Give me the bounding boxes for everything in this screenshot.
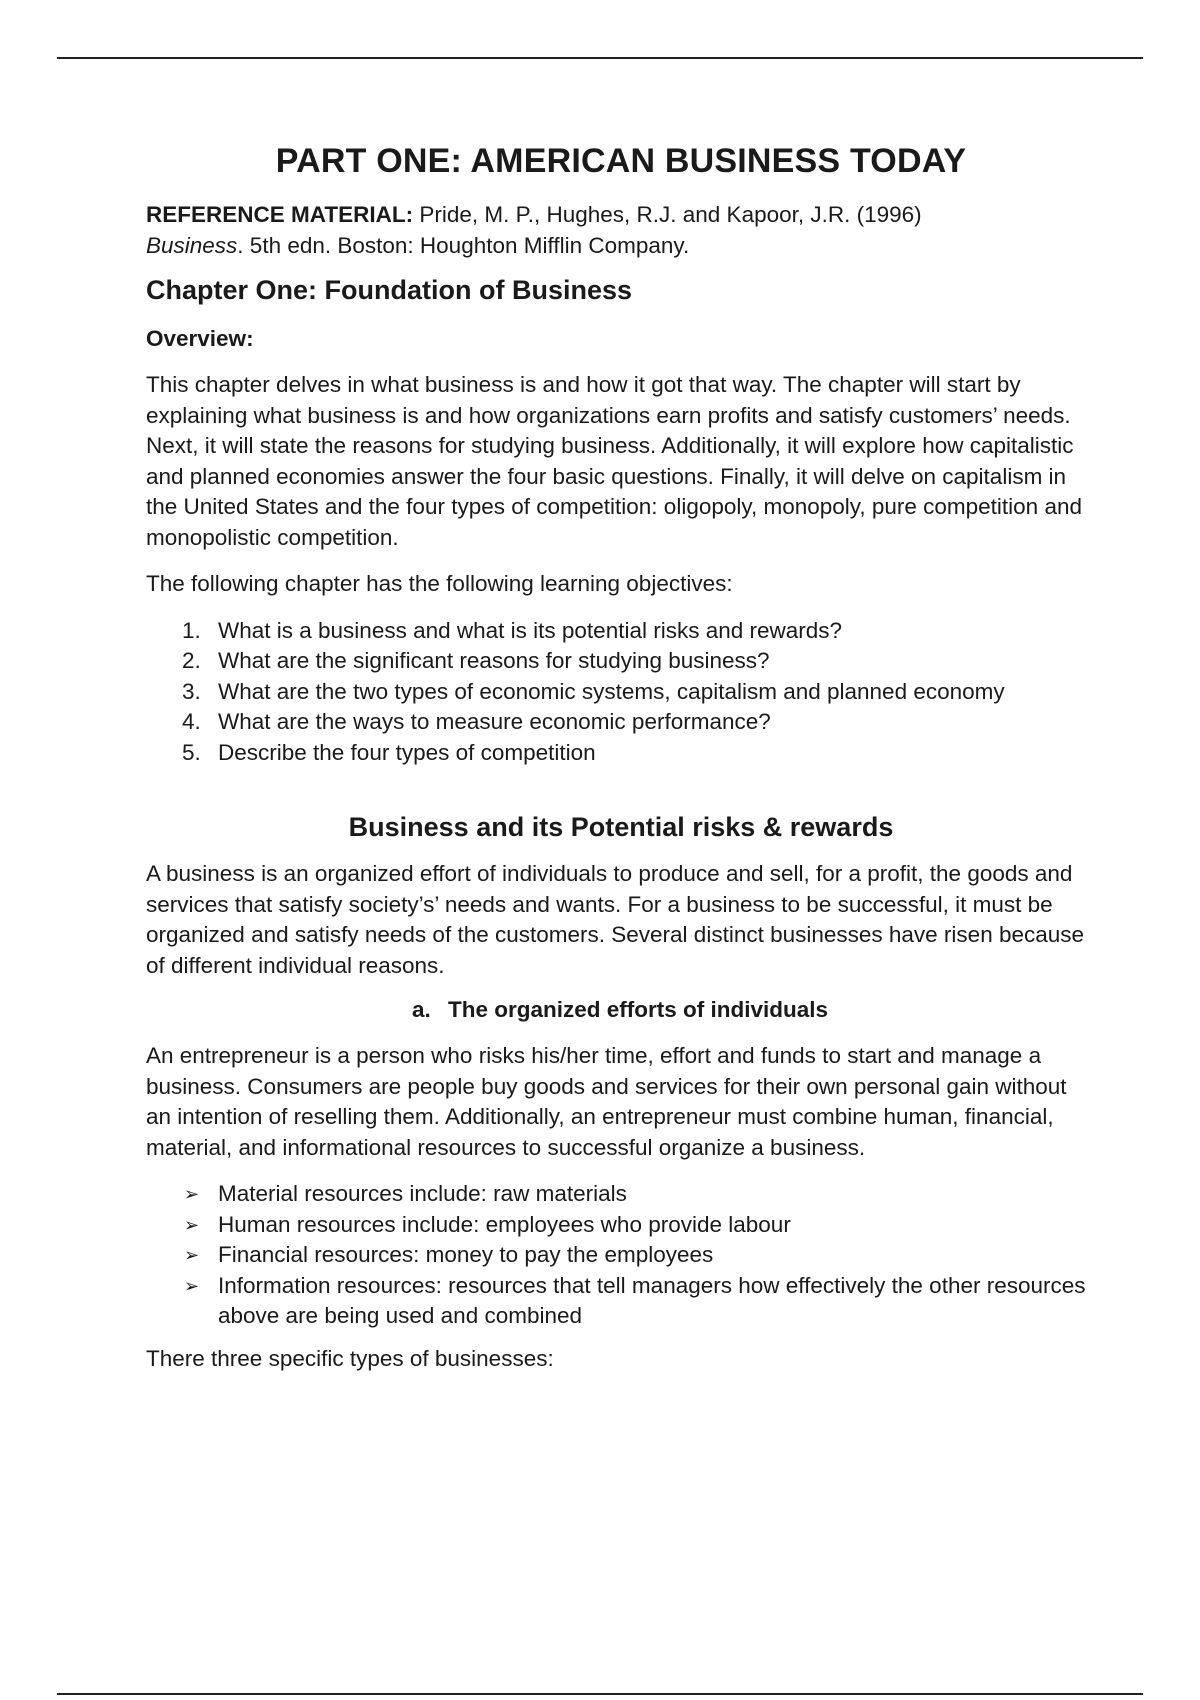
list-item — [146, 616, 1096, 647]
list-item — [146, 738, 1096, 769]
list-item — [146, 646, 1096, 677]
list-item — [146, 677, 1096, 708]
arrow-bullet-icon: ➢ — [184, 1214, 200, 1235]
list-item — [146, 1240, 1096, 1271]
list-item — [146, 1271, 1096, 1332]
list-number: 3. — [182, 678, 201, 704]
list-item-text: What are the ways to measure economic performance? — [218, 709, 771, 734]
bottom-horizontal-rule — [57, 1693, 1143, 1695]
list-item — [146, 1179, 1096, 1210]
overview-heading: Overview: — [146, 326, 254, 351]
list-item-text: Information resources: resources that tell managers how effectively the other resources above are being used and combined — [218, 1272, 1086, 1328]
list-item-text: Financial resources: money to pay the employees — [218, 1242, 714, 1267]
resources-list — [146, 1179, 1096, 1332]
reference-book-title: Business — [146, 232, 238, 258]
arrow-bullet-icon: ➢ — [184, 1184, 200, 1204]
reference-material — [146, 200, 1096, 261]
overview-paragraph: This chapter delves in what business is and how it got that way. The chapter will start by explaining what business is and how organizations earn profits and satisfy customers’ needs. Next, it will state the reasons for studying business. Additionally, it will explore how capitalistic and planned economies answer the four basic questions. Finally, it will delve on capitalism in the United States and the four types of competition: oligopoly, monopoly, pure competition and monopolistic competition. — [146, 372, 1082, 550]
subsection-heading-text: The organized efforts of individuals — [448, 997, 829, 1022]
list-number: 5. — [182, 739, 201, 765]
list-number: 4. — [182, 709, 201, 734]
arrow-bullet-icon: ➢ — [184, 1275, 200, 1296]
list-item-text: Material resources include: raw materials — [218, 1181, 627, 1206]
list-number: 1. — [182, 617, 201, 643]
chapter-title: Chapter One: Foundation of Business — [146, 275, 633, 305]
list-item-text: Human resources include: employees who provide labour — [218, 1211, 791, 1237]
list-item — [146, 707, 1096, 738]
objectives-intro: The following chapter has the following learning objectives: — [146, 571, 733, 596]
subsection-heading — [146, 997, 1096, 1023]
section-paragraph: A business is an organized effort of individuals to produce and sell, for a profit, the goods and services that satisfy society’s’ needs and wants. For a business to be successful, it must be organized and satisfy needs of the customers. Several distinct businesses have risen because of different individual reasons. — [146, 861, 1085, 978]
list-item — [146, 1210, 1096, 1241]
top-horizontal-rule — [57, 57, 1143, 59]
entrepreneur-paragraph: An entrepreneur is a person who risks his/her time, effort and funds to start and manage a business. Consumers are people buy goods and services for their own personal gain without an intention of reselling them. Additionally, an entrepreneur must combine human, financial, material, and informational resources to successful organize a business. — [146, 1043, 1067, 1160]
subsection-letter: a. — [412, 997, 431, 1022]
list-item-text: Describe the four types of competition — [218, 739, 596, 765]
list-item-text: What are the two types of economic systems, capitalism and planned economy — [218, 678, 1005, 704]
list-number: 2. — [182, 648, 201, 673]
list-item-text: What are the significant reasons for studying business? — [218, 648, 770, 673]
document-page — [146, 142, 1096, 1390]
arrow-bullet-icon: ➢ — [184, 1245, 200, 1265]
reference-citation-line1: Pride, M. P., Hughes, R.J. and Kapoor, J.R. (1996) — [413, 202, 922, 227]
reference-label: REFERENCE MATERIAL: — [146, 202, 414, 227]
list-item-text: What is a business and what is its potential risks and rewards? — [218, 617, 843, 643]
document-title: PART ONE: AMERICAN BUSINESS TODAY — [275, 142, 967, 180]
learning-objectives-list — [146, 616, 1096, 769]
reference-citation-line2: . 5th edn. Boston: Houghton Mifflin Company. — [237, 232, 690, 258]
closing-line: There three specific types of businesses: — [146, 1345, 554, 1371]
section-heading: Business and its Potential risks & rewards — [348, 812, 894, 842]
